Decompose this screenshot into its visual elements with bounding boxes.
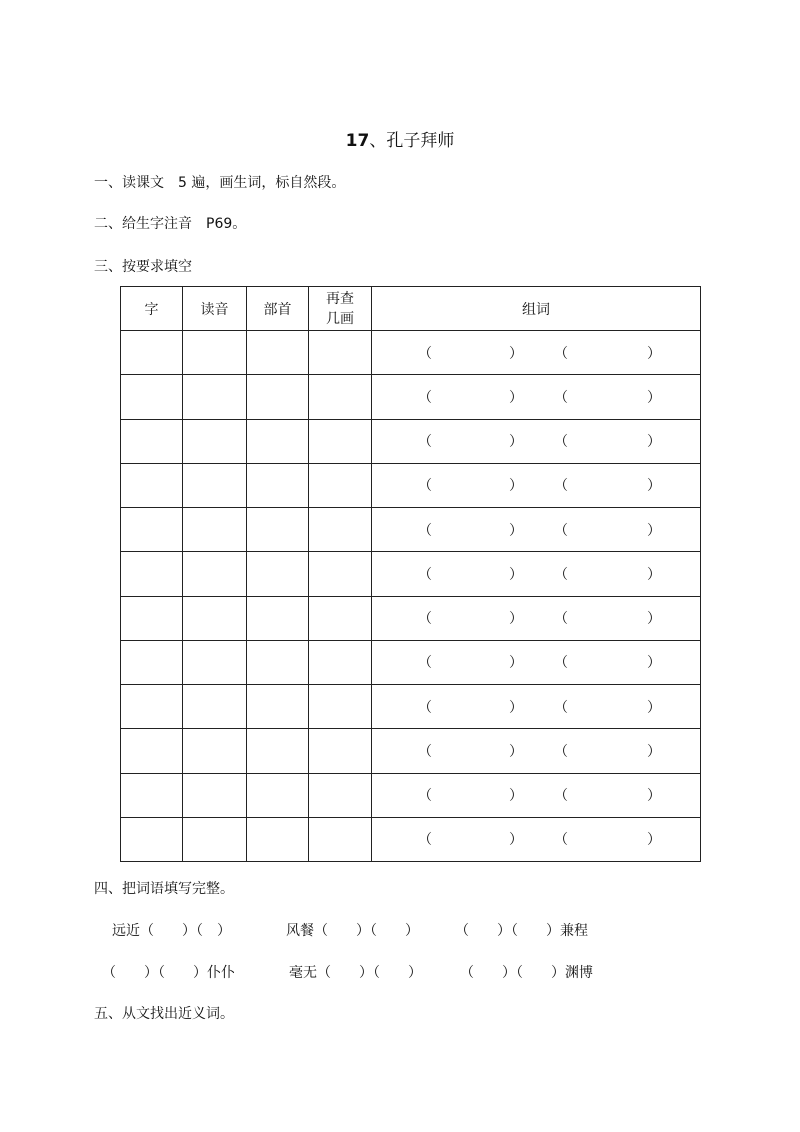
open-paren: （	[418, 611, 432, 628]
cell-character[interactable]	[121, 640, 183, 684]
table-row	[121, 596, 701, 640]
close-paren: ）	[509, 832, 523, 849]
close-paren: ）	[509, 434, 523, 451]
instruction-1: 一、读课文 5 遍，画生词，标自然段。	[94, 175, 346, 191]
open-paren: （	[418, 743, 432, 760]
cell-words[interactable]	[372, 463, 701, 507]
table-row	[121, 817, 701, 861]
close-paren: ）	[509, 611, 523, 628]
close-paren: ）	[647, 655, 661, 672]
instruction-5: 五、从文找出近义词。	[94, 1006, 234, 1022]
header-radical: 部首	[247, 287, 309, 331]
header-strokes-line1: 再查	[326, 290, 354, 307]
cell-strokes[interactable]	[309, 817, 372, 861]
title-text: 、孔子拜师	[369, 131, 455, 151]
close-paren: ）	[509, 522, 523, 539]
title-number: 17	[345, 131, 370, 151]
cell-strokes[interactable]	[309, 331, 372, 375]
cell-radical[interactable]	[247, 817, 309, 861]
close-paren: ）	[647, 566, 661, 583]
fill-item-5: 毫无（ ）（ ）	[289, 965, 422, 981]
open-paren: （	[418, 832, 432, 849]
table-row	[121, 685, 701, 729]
cell-character[interactable]	[121, 773, 183, 817]
close-paren: ）	[509, 478, 523, 495]
close-paren: ）	[509, 655, 523, 672]
cell-character[interactable]	[121, 463, 183, 507]
fill-item-6: （ ）（ ）渊博	[460, 965, 593, 981]
cell-character[interactable]	[121, 685, 183, 729]
open-paren: （	[554, 788, 568, 805]
cell-words[interactable]	[372, 419, 701, 463]
open-paren: （	[418, 522, 432, 539]
close-paren: ）	[647, 832, 661, 849]
close-paren: ）	[509, 788, 523, 805]
table-row	[121, 640, 701, 684]
cell-words[interactable]	[372, 552, 701, 596]
cell-character[interactable]	[121, 552, 183, 596]
cell-character[interactable]	[121, 817, 183, 861]
cell-strokes[interactable]	[309, 463, 372, 507]
table-row	[121, 463, 701, 507]
cell-words[interactable]	[372, 508, 701, 552]
table-header-row	[121, 287, 701, 331]
cell-pronunciation[interactable]	[183, 375, 247, 419]
cell-character[interactable]	[121, 729, 183, 773]
open-paren: （	[554, 832, 568, 849]
cell-radical[interactable]	[247, 552, 309, 596]
close-paren: ）	[647, 345, 661, 362]
close-paren: ）	[647, 788, 661, 805]
instruction-2: 二、给生字注音 P69。	[94, 216, 247, 232]
cell-radical[interactable]	[247, 729, 309, 773]
cell-pronunciation[interactable]	[183, 640, 247, 684]
close-paren: ）	[509, 743, 523, 760]
cell-strokes[interactable]	[309, 419, 372, 463]
open-paren: （	[554, 699, 568, 716]
cell-words[interactable]	[372, 375, 701, 419]
cell-strokes[interactable]	[309, 552, 372, 596]
page-title	[0, 126, 800, 151]
cell-radical[interactable]	[247, 685, 309, 729]
table-row	[121, 375, 701, 419]
cell-radical[interactable]	[247, 640, 309, 684]
cell-strokes[interactable]	[309, 685, 372, 729]
close-paren: ）	[509, 389, 523, 406]
table-row	[121, 331, 701, 375]
cell-strokes[interactable]	[309, 375, 372, 419]
cell-radical[interactable]	[247, 463, 309, 507]
cell-strokes[interactable]	[309, 729, 372, 773]
cell-strokes[interactable]	[309, 596, 372, 640]
cell-pronunciation[interactable]	[183, 729, 247, 773]
cell-radical[interactable]	[247, 773, 309, 817]
header-character: 字	[121, 287, 183, 331]
header-words: 组词	[372, 287, 701, 331]
open-paren: （	[554, 478, 568, 495]
cell-words[interactable]	[372, 817, 701, 861]
cell-character[interactable]	[121, 508, 183, 552]
cell-radical[interactable]	[247, 596, 309, 640]
character-table	[120, 286, 701, 862]
cell-pronunciation[interactable]	[183, 685, 247, 729]
cell-words[interactable]	[372, 729, 701, 773]
close-paren: ）	[647, 389, 661, 406]
open-paren: （	[554, 611, 568, 628]
cell-radical[interactable]	[247, 419, 309, 463]
cell-words[interactable]	[372, 773, 701, 817]
open-paren: （	[554, 389, 568, 406]
open-paren: （	[418, 389, 432, 406]
cell-pronunciation[interactable]	[183, 596, 247, 640]
close-paren: ）	[647, 434, 661, 451]
cell-words[interactable]	[372, 596, 701, 640]
cell-words[interactable]	[372, 640, 701, 684]
cell-pronunciation[interactable]	[183, 817, 247, 861]
cell-strokes[interactable]	[309, 508, 372, 552]
close-paren: ）	[647, 478, 661, 495]
cell-pronunciation[interactable]	[183, 552, 247, 596]
close-paren: ）	[647, 611, 661, 628]
open-paren: （	[418, 434, 432, 451]
cell-pronunciation[interactable]	[183, 463, 247, 507]
open-paren: （	[418, 478, 432, 495]
table-row	[121, 552, 701, 596]
table-row	[121, 508, 701, 552]
close-paren: ）	[647, 743, 661, 760]
open-paren: （	[418, 345, 432, 362]
open-paren: （	[418, 655, 432, 672]
cell-radical[interactable]	[247, 375, 309, 419]
open-paren: （	[418, 566, 432, 583]
table-row	[121, 419, 701, 463]
fill-item-1: 远近（ ）（ ）	[112, 923, 231, 939]
close-paren: ）	[509, 566, 523, 583]
cell-words[interactable]	[372, 685, 701, 729]
open-paren: （	[554, 345, 568, 362]
open-paren: （	[554, 522, 568, 539]
close-paren: ）	[509, 345, 523, 362]
cell-strokes[interactable]	[309, 773, 372, 817]
cell-character[interactable]	[121, 419, 183, 463]
close-paren: ）	[509, 699, 523, 716]
cell-character[interactable]	[121, 375, 183, 419]
cell-character[interactable]	[121, 331, 183, 375]
cell-character[interactable]	[121, 596, 183, 640]
open-paren: （	[554, 655, 568, 672]
table-row	[121, 729, 701, 773]
cell-pronunciation[interactable]	[183, 773, 247, 817]
open-paren: （	[418, 788, 432, 805]
header-pronunciation: 读音	[183, 287, 247, 331]
instruction-4: 四、把词语填写完整。	[94, 881, 234, 897]
open-paren: （	[418, 699, 432, 716]
open-paren: （	[554, 566, 568, 583]
fill-item-2: 风餐（ ）（ ）	[286, 923, 419, 939]
cell-pronunciation[interactable]	[183, 508, 247, 552]
cell-words[interactable]	[372, 331, 701, 375]
cell-strokes[interactable]	[309, 640, 372, 684]
table-row	[121, 773, 701, 817]
close-paren: ）	[647, 522, 661, 539]
header-strokes-line2: 几画	[326, 310, 354, 327]
header-strokes	[309, 287, 372, 331]
cell-pronunciation[interactable]	[183, 331, 247, 375]
fill-item-3: （ ）（ ）兼程	[455, 923, 588, 939]
instruction-3: 三、按要求填空	[94, 259, 192, 275]
open-paren: （	[554, 743, 568, 760]
open-paren: （	[554, 434, 568, 451]
cell-radical[interactable]	[247, 331, 309, 375]
cell-radical[interactable]	[247, 508, 309, 552]
fill-item-4: （ ）（ ）仆仆	[102, 965, 235, 981]
cell-pronunciation[interactable]	[183, 419, 247, 463]
close-paren: ）	[647, 699, 661, 716]
